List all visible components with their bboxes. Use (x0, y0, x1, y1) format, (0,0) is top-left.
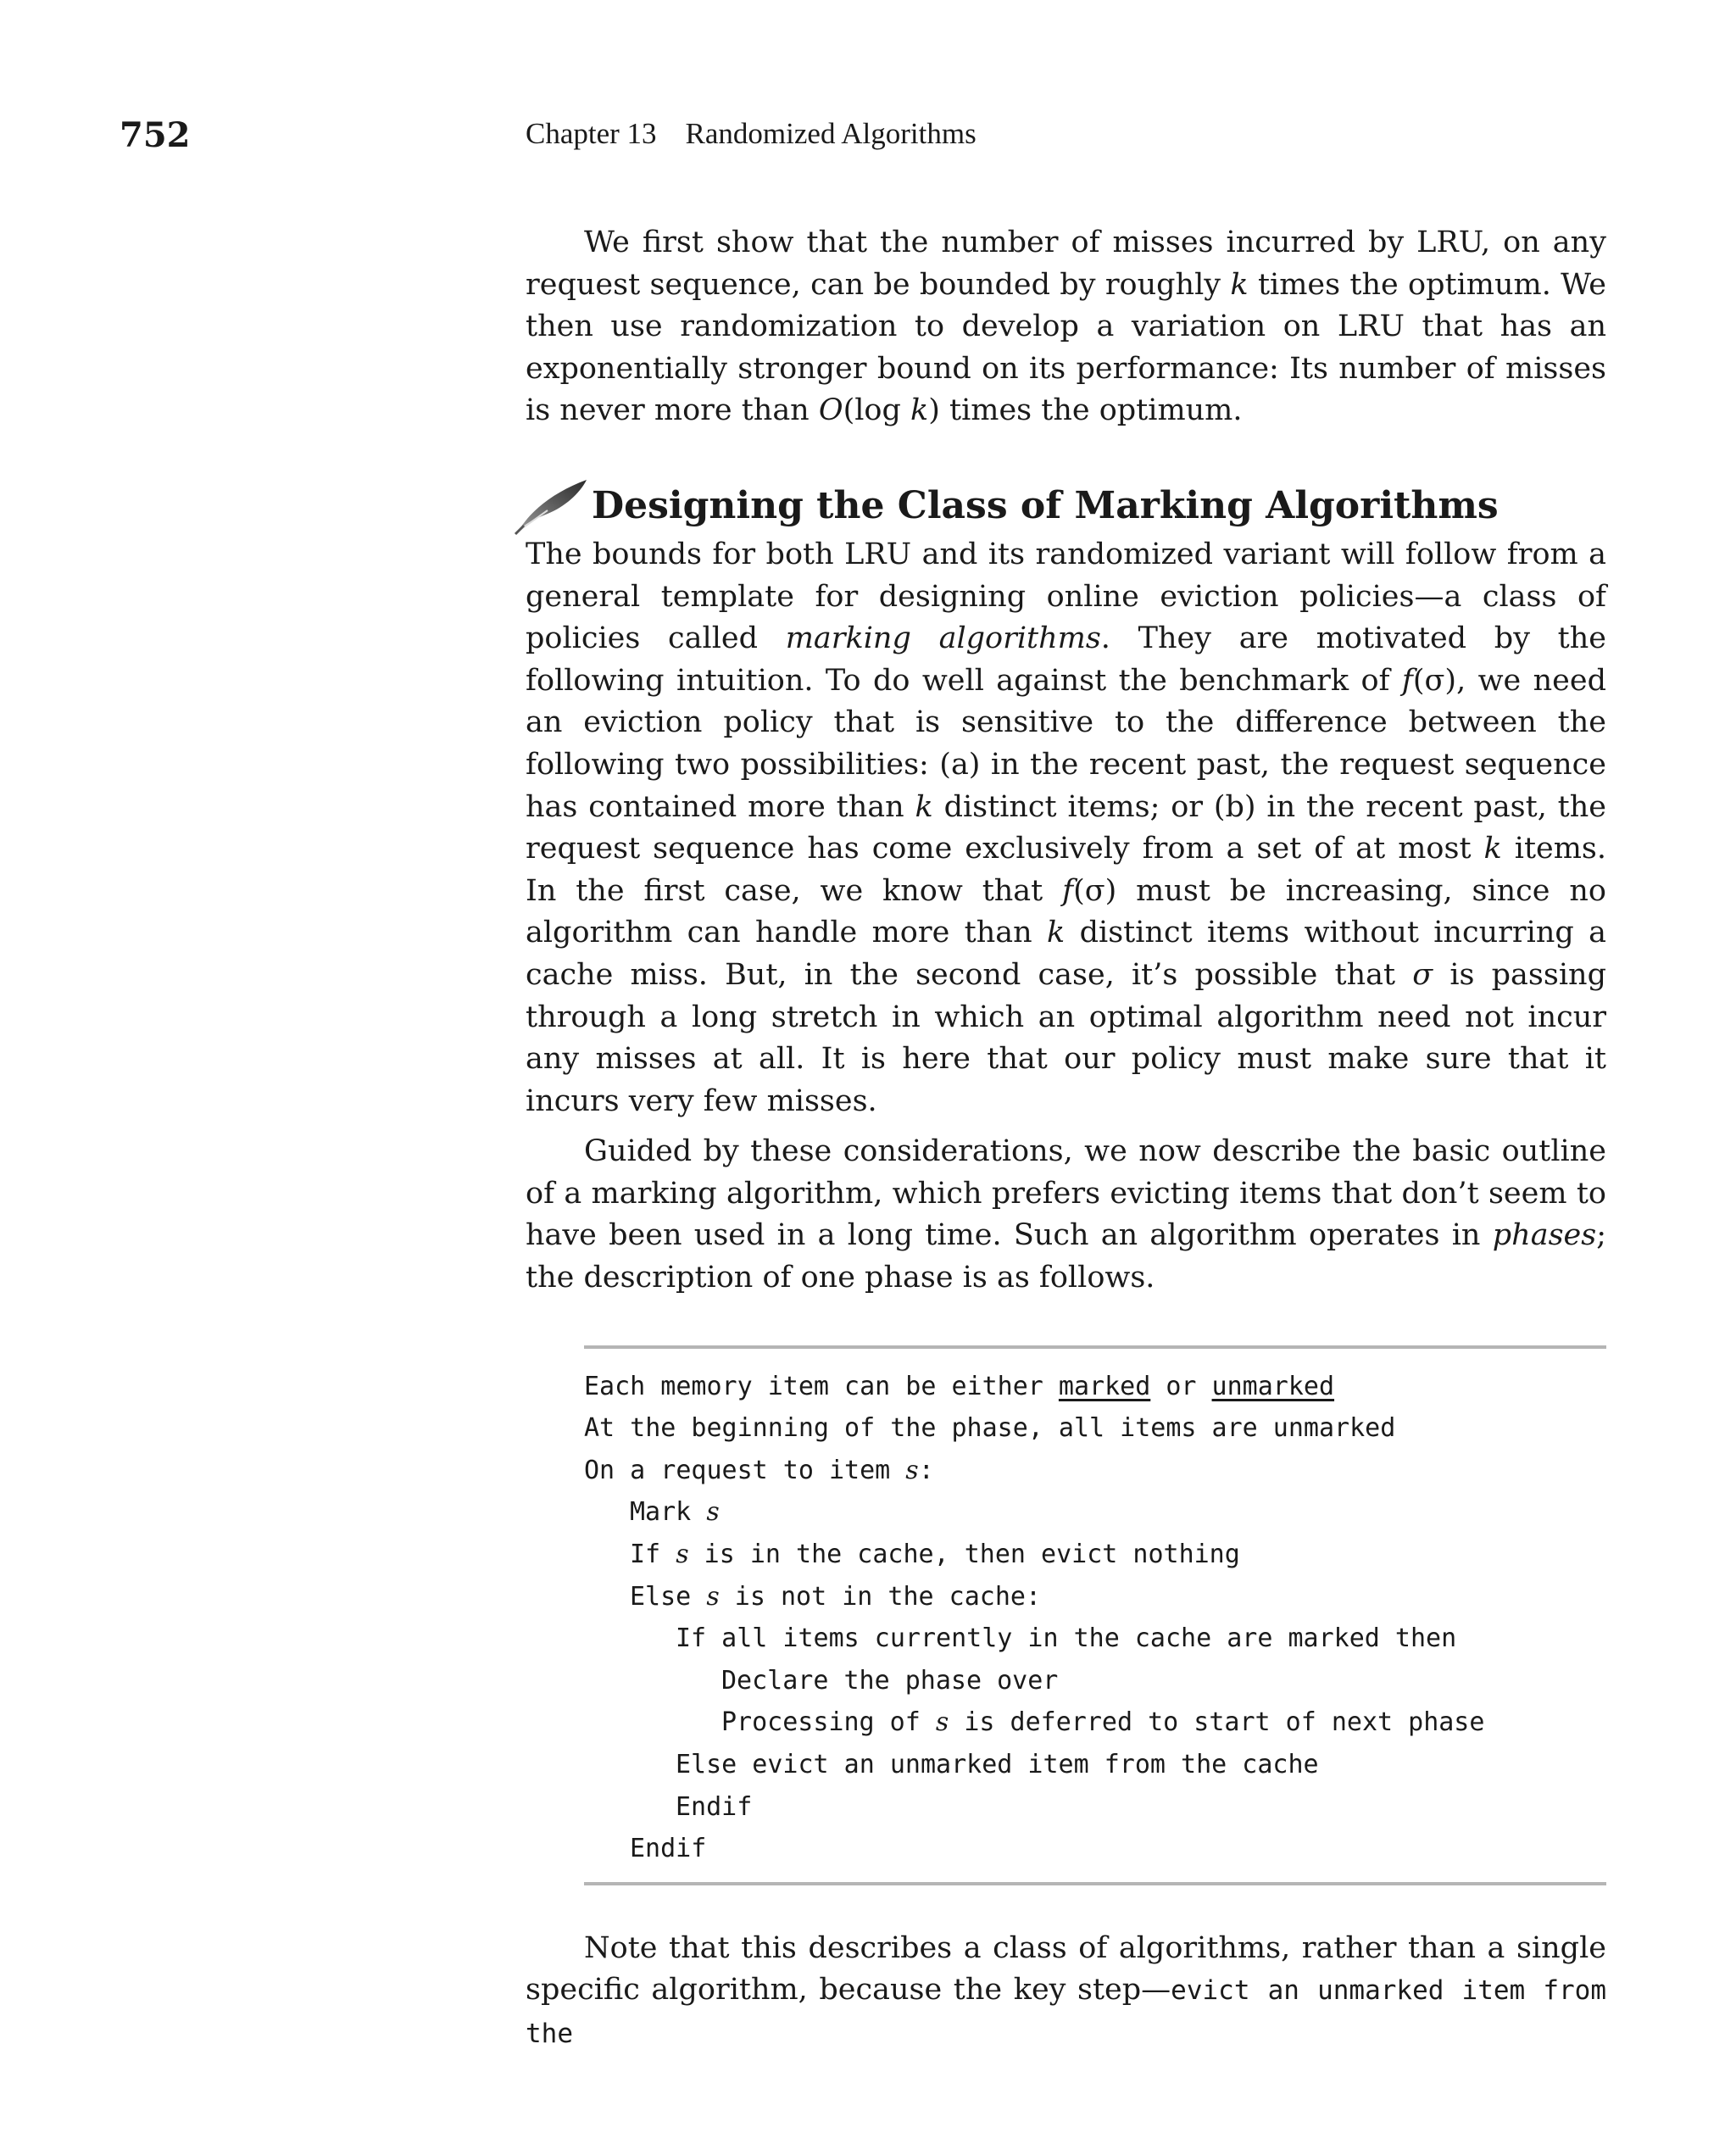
algorithm-line: Endif (676, 1791, 753, 1822)
body-paragraph: The bounds for both LRU and its randomized variant will follow from a general template for designing online eviction policies—a class of policies called marking algorithms. They are motivated by the following intuition. To do well against the benchmark of f(σ), we need an eviction policy that is sensitive to the difference between the following two possibilities: (a) in the recent past, the request sequence has contained more than k distinct items; or (b) in the recent past, the request sequence has come exclusively from a set of at most k items. In the first case, we know that f(σ) must be increasing, since no algorithm can handle more than k distinct items without incurring a cache miss. But, in the second case, it’s possible that σ is passing through a long stretch in which an optimal algorithm need not incur any misses at all. It is here that our policy must make sure that it incurs very few misses. (526, 537, 1607, 1118)
algorithm-line: Processing of s is deferred to start of next phase (721, 1707, 1485, 1738)
algorithm-line: Mark s (630, 1497, 720, 1528)
intro-paragraph: We first show that the number of misses incurred by LRU, on any request sequence, can be bounded by roughly k times the optimum. We then use randomization to develop a variation on LRU that has an exponentially stronger bound on its performance: Its number of misses is never more than O(log k) times the optimum. (526, 226, 1606, 428)
algorithm-line: Else evict an unmarked item from the cache (676, 1750, 1319, 1779)
page-number: 752 (120, 115, 191, 155)
algorithm-line: Else s is not in the cache: (630, 1581, 1042, 1612)
algorithm-line: On a request to item s: (584, 1455, 934, 1485)
page-body (526, 222, 1606, 2056)
section-title: Designing the Class of Marking Algorithms (592, 483, 1499, 527)
algorithm-line: Endif (630, 1834, 707, 1864)
algorithm-box (584, 1345, 1606, 1885)
section-heading (526, 482, 1606, 531)
running-head (526, 117, 976, 151)
quill-icon (514, 476, 590, 536)
algorithm-line: At the beginning of the phase, all items are unmarked (584, 1413, 1396, 1444)
chapter-label: Chapter 13 (526, 117, 657, 150)
algorithm-line: If all items currently in the cache are marked then (676, 1623, 1457, 1654)
algorithm-line: Each memory item can be either marked or unmarked (584, 1371, 1335, 1401)
algorithm-line: Declare the phase over (721, 1665, 1059, 1696)
algorithm-line: If s is in the cache, then evict nothing (630, 1540, 1240, 1570)
body-paragraph: Guided by these considerations, we now describe the basic outline of a marking algorithm, which prefers evicting items that don’t seem to have been used in a long time. Such an algorithm operates in phases; the description of one phase is as follows. (526, 1134, 1606, 1295)
body-paragraph: Note that this describes a class of algorithms, rather than a single specific algorithm, because the key step—evict an unmarked item from the (526, 1930, 1606, 2049)
chapter-title: Randomized Algorithms (685, 117, 976, 150)
